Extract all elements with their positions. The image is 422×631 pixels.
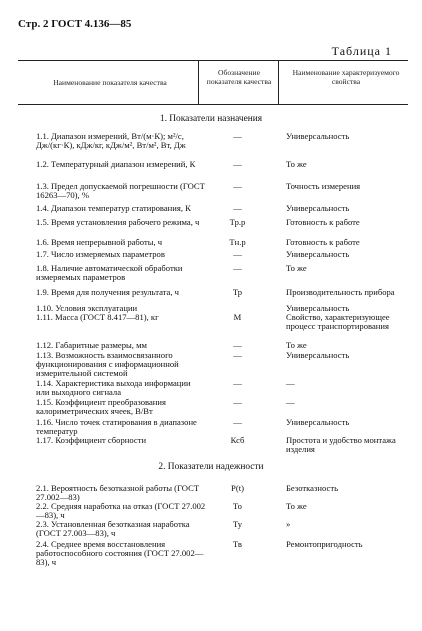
purpose-row-name: 1.6. Время непрерывной работы, ч: [36, 237, 163, 247]
purpose-row-symbol: —: [233, 181, 242, 191]
column-header-name: Наименование показателя качества: [53, 78, 167, 87]
reliability-row-property: То же: [286, 501, 307, 511]
purpose-row-symbol: Тр.р: [229, 217, 246, 227]
purpose-row-property: Универсальность: [286, 131, 350, 141]
purpose-row-property: То же: [286, 159, 307, 169]
purpose-row-name: 1.7. Число измеряемых параметров: [36, 249, 165, 259]
header-bottom-rule: [18, 104, 408, 105]
purpose-row-name: 1.1. Диапазон измерений, Вт/(м·К); м²/с, Дж/(кг·К), кДж/кг, кДж/м², Вт/м², Вт, Дж: [36, 131, 186, 150]
purpose-row-symbol: Тр: [232, 287, 243, 297]
reliability-row-property: Безотказность: [286, 483, 338, 493]
purpose-row-property: —: [286, 397, 295, 407]
purpose-row-name: 1.12. Габаритные размеры, мм: [36, 340, 147, 350]
purpose-row-symbol: —: [233, 131, 242, 141]
purpose-row-name: 1.3. Предел допускаемой погрешности (ГОСТ 16263—70), %: [36, 181, 205, 200]
page-header: Стр. 2 ГОСТ 4.136—85: [18, 18, 132, 30]
purpose-row-name: 1.16. Число точек статирования в диапазоне температур: [36, 417, 197, 436]
purpose-row-property: Универсальность: [286, 249, 350, 259]
col-divider-2: [278, 60, 279, 104]
purpose-row-name: 1.14. Характеристика выхода информации или выходного сигнала: [36, 378, 191, 397]
purpose-row-property: Универсальность: [286, 303, 350, 313]
reliability-row-symbol: Тв: [233, 539, 242, 549]
purpose-row-symbol: —: [233, 340, 242, 350]
purpose-row-symbol: —: [233, 203, 242, 213]
reliability-row-name: 2.1. Вероятность безотказной работы (ГОСТ 27.002—83): [36, 483, 200, 502]
purpose-row-name: 1.11. Масса (ГОСТ 8.417—81), кг: [36, 312, 159, 322]
purpose-row-name: 1.17. Коэффициент сборности: [36, 435, 147, 445]
purpose-row-property: Готовность к работе: [286, 237, 360, 247]
reliability-row-property: »: [286, 519, 291, 529]
purpose-row-symbol: —: [233, 378, 242, 388]
purpose-row-property: Простота и удобство монтажа изделия: [286, 435, 396, 454]
purpose-row-property: Универсальность: [286, 203, 350, 213]
column-header-property: Наименование характеризуемого свойства: [292, 68, 400, 86]
purpose-row-symbol: —: [233, 350, 242, 360]
reliability-row-name: 2.2. Средняя наработка на отказ (ГОСТ 27.002—83), ч: [36, 501, 206, 520]
purpose-row-symbol: Тн.р: [229, 237, 246, 247]
purpose-row-symbol: M: [233, 312, 242, 322]
purpose-row-property: То же: [286, 263, 307, 273]
purpose-row-name: 1.4. Диапазон температур статирования, К: [36, 203, 191, 213]
table-label: Таблица 1: [331, 44, 392, 58]
reliability-row-symbol: P(t): [231, 483, 244, 493]
purpose-row-property: Точность измерения: [286, 181, 361, 191]
purpose-row-symbol: —: [233, 397, 242, 407]
purpose-row-symbol: —: [233, 249, 242, 259]
purpose-row-symbol: Ксб: [230, 435, 245, 445]
reliability-row-name: 2.4. Среднее время восстановления работоспособного состояния (ГОСТ 27.002—83), ч: [36, 539, 204, 567]
purpose-row-name: 1.8. Наличие автоматической обработки измеряемых параметров: [36, 263, 183, 282]
purpose-row-name: 1.9. Время для получения результата, ч: [36, 287, 179, 297]
reliability-row-name: 2.3. Установленная безотказная наработка (ГОСТ 27.003—83), ч: [36, 519, 190, 538]
section-title-reliability: 2. Показатели надежности: [158, 462, 264, 472]
purpose-row-symbol: —: [233, 417, 242, 427]
purpose-row-symbol: —: [233, 263, 242, 273]
purpose-row-property: Готовность к работе: [286, 217, 360, 227]
col-divider-1: [198, 60, 199, 104]
purpose-row-symbol: —: [233, 159, 242, 169]
purpose-row-property: Производительность прибора: [286, 287, 395, 297]
reliability-row-symbol: То: [233, 501, 242, 511]
reliability-row-symbol: Ту: [232, 519, 243, 529]
section-title-purpose: 1. Показатели назначения: [159, 114, 263, 124]
table-top-rule: [18, 60, 408, 61]
purpose-row-name: 1.13. Возможность взаимосвязанного функционирования с информационной измерительной системой: [36, 350, 179, 378]
purpose-row-property: Универсальность: [286, 417, 350, 427]
purpose-row-property: —: [286, 378, 295, 388]
purpose-row-property: То же: [286, 340, 307, 350]
reliability-row-property: Ремонтопригодность: [286, 539, 363, 549]
purpose-row-property: Свойство, характеризующее процесс транспортирования: [286, 312, 390, 331]
purpose-row-name: 1.15. Коэффициент преобразования калориметрических ячеек, В/Вт: [36, 397, 166, 416]
purpose-row-name: 1.10. Условия эксплуатации: [36, 303, 138, 313]
purpose-row-name: 1.2. Температурный диапазон измерений, К: [36, 159, 196, 169]
purpose-row-name: 1.5. Время установления рабочего режима, ч: [36, 217, 200, 227]
purpose-row-property: Универсальность: [286, 350, 350, 360]
column-header-symbol: Обозначение показателя качества: [206, 68, 272, 86]
